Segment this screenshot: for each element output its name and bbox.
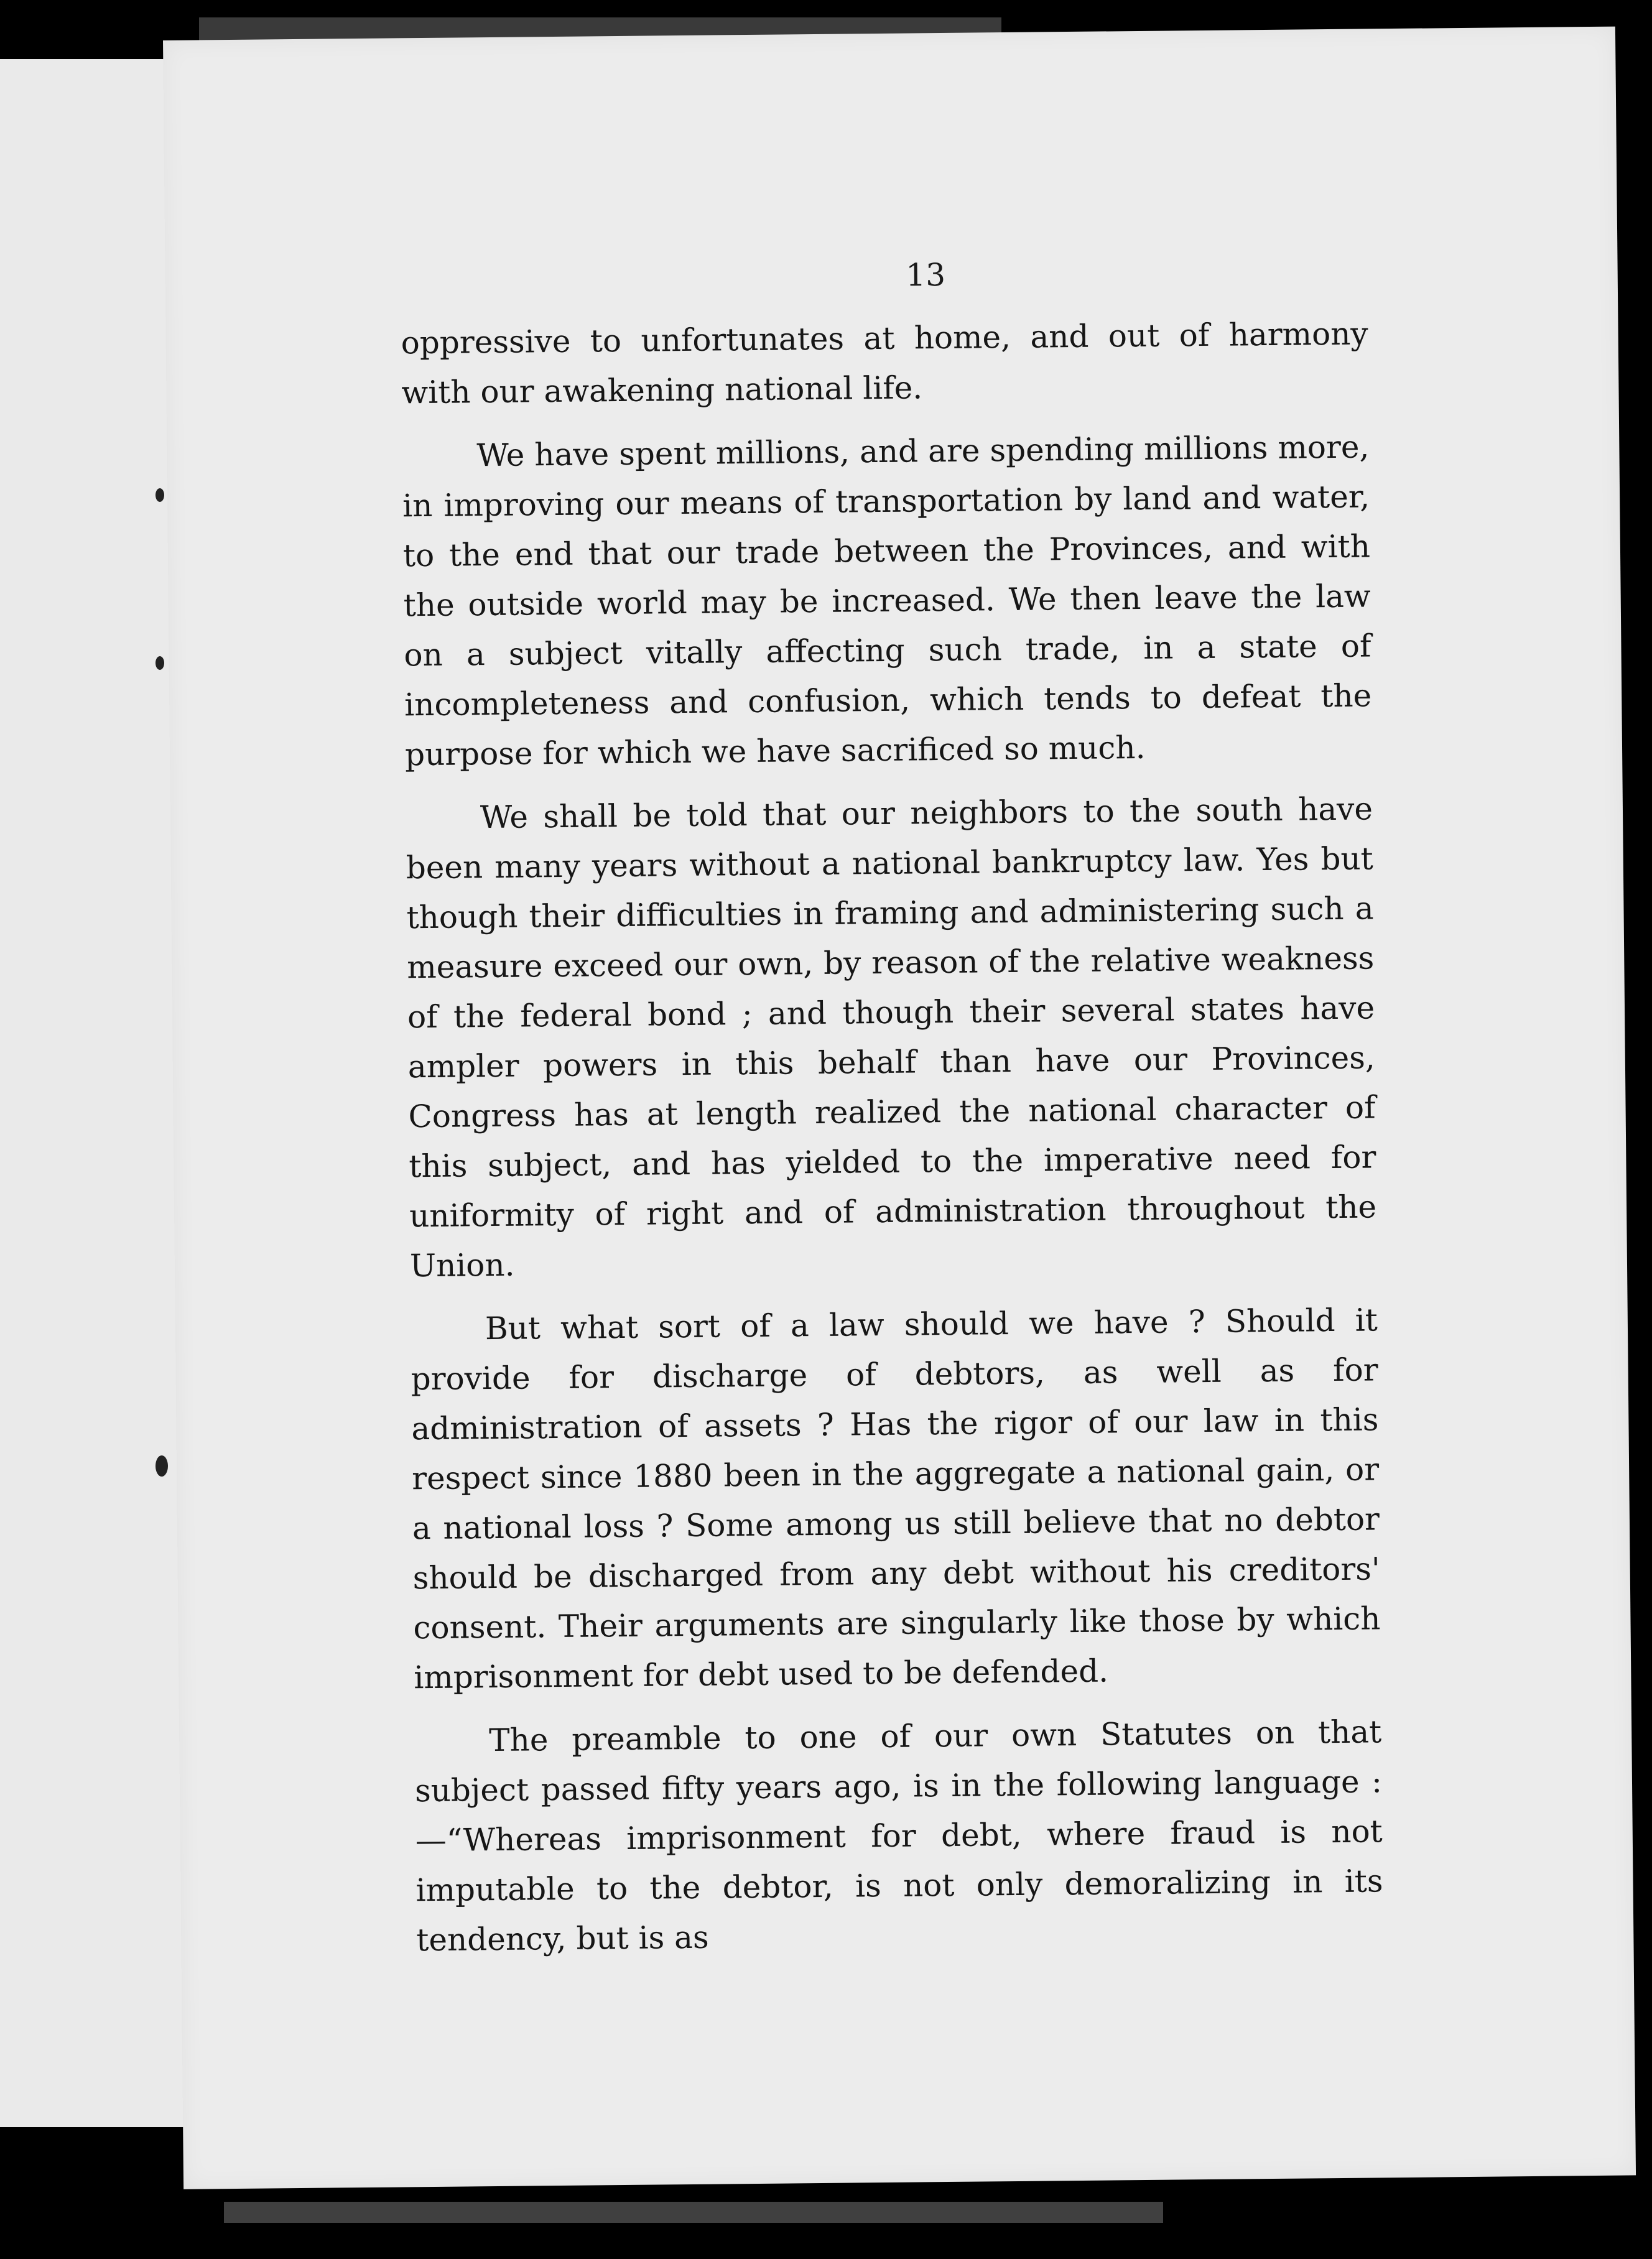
book-page <box>163 27 1636 2189</box>
paragraph-3: We shall be told that our neighbors to the south have been many years without a national bankruptcy law. Yes but though their difficulties in framing and administering such a measure exceed our own, by reason of the relative weakness of the federal bond ; and though their several states have ampler powers in this behalf than have our Provinces, Congress has at length realized the national character of this subject, and has yielded to the imperative need for uniformity of right and of administration throughout the Union. <box>406 791 1377 1284</box>
binding-hole-mark <box>155 488 164 502</box>
paragraph-5: The preamble to one of our own Statutes on that subject passed fifty years ago, is in the following language :—“Whereas imprisonment for debt, where fraud is not imputable to the debtor, is not only demoralizing in its tendency, but is as <box>414 1714 1383 1959</box>
paragraph-1: oppressive to unfortunates at home, and out of harmony with our awakening national life. <box>401 315 1368 411</box>
body-text <box>401 308 1384 1978</box>
binding-hole-mark <box>155 656 164 670</box>
paragraph-4: But what sort of a law should we have ? Should it provide for discharge of debtors, as well as for administration of assets ? Has the rigor of our law in this respect since 1880 been in the aggregate a national gain, or a national loss ? Some among us still believe that no debtor should be discharged from any debt without his creditors' consent. Their arguments are singularly like those by which imprisonment for debt used to be defended. <box>411 1302 1381 1696</box>
page-number: 13 <box>906 256 946 294</box>
paragraph-2: We have spent millions, and are spending millions more, in improving our means of transportation by land and water, to the end that our trade between the Provinces, and with the outside world may be increased. We then leave the law on a subject vitally affecting such trade, in a state of incompleteness and confusion, which tends to defeat the purpose for which we have sacrificed so much. <box>402 429 1372 773</box>
binding-hole-mark <box>155 1455 168 1477</box>
bottom-edge-strip <box>224 2202 1163 2223</box>
left-page-edge <box>0 59 188 2127</box>
